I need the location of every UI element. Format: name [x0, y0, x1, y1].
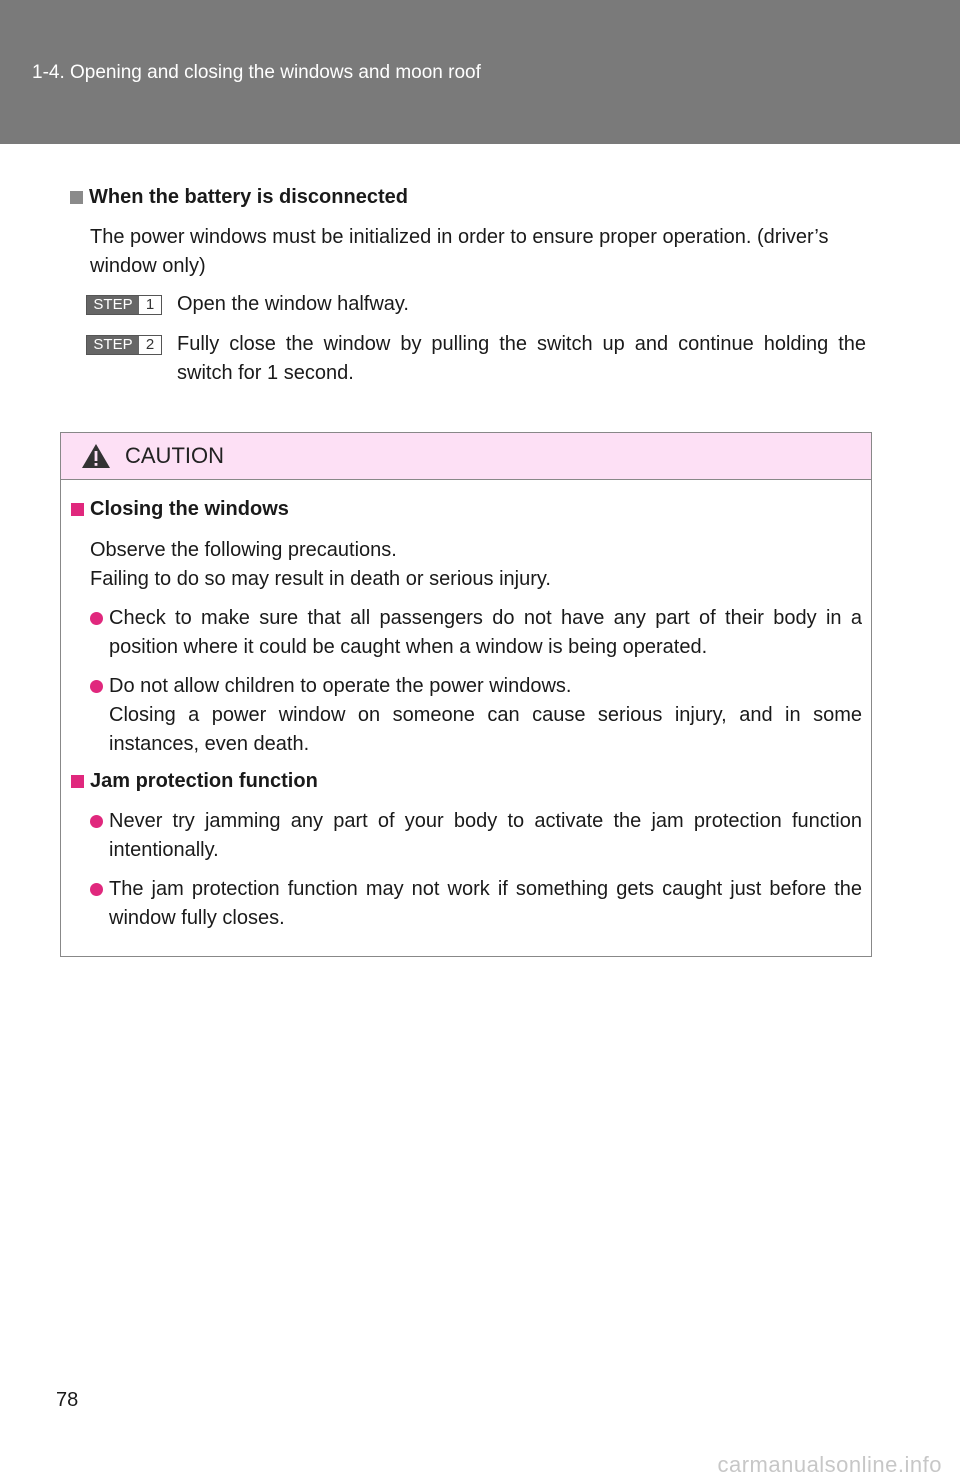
caution-header: [61, 433, 871, 480]
closing-line-2: Failing to do so may result in death or serious injury.: [90, 568, 551, 590]
step-badge: STEP 2: [86, 335, 162, 355]
jam-protection-title: Jam protection function: [71, 770, 318, 793]
jam-bullet-1: Never try jamming any part of your body to activate the jam protection function intentionally.: [90, 807, 862, 865]
closing-bullet-2: Do not allow children to operate the power windows. Closing a power window on someone can cause serious injury, and in some instances, even death.: [90, 672, 862, 759]
step-badge: STEP 1: [86, 295, 162, 315]
step-2: [86, 330, 866, 388]
step-text: Fully close the window by pulling the switch up and continue holding the switch for 1 second.: [177, 333, 866, 384]
bullet-dot-icon: [90, 680, 103, 693]
square-bullet-icon: [71, 775, 84, 788]
watermark: carmanualsonline.info: [717, 1452, 942, 1477]
square-bullet-icon: [71, 503, 84, 516]
closing-bullet-1: Check to make sure that all passengers do not have any part of their body in a position where it could be caught when a window is being operated.: [90, 604, 862, 662]
bullet-dot-icon: [90, 612, 103, 625]
closing-windows-title: Closing the windows: [71, 498, 289, 521]
page-number: 78: [56, 1389, 79, 1411]
square-bullet-icon: [70, 191, 83, 204]
caution-box: [60, 432, 872, 957]
caution-heading: CAUTION: [125, 443, 224, 468]
battery-section-title: When the battery is disconnected: [70, 186, 408, 209]
section-title: 1-4. Opening and closing the windows and moon roof: [32, 62, 481, 83]
bullet-dot-icon: [90, 883, 103, 896]
closing-line-1: Observe the following precautions.: [90, 539, 397, 561]
warning-triangle-icon: [81, 443, 111, 469]
bullet-dot-icon: [90, 815, 103, 828]
battery-intro: The power windows must be initialized in order to ensure proper operation. (driver’s window only): [90, 226, 829, 277]
step-1: [86, 290, 866, 319]
jam-bullet-2: The jam protection function may not work if something gets caught just before the window fully closes.: [90, 875, 862, 933]
closing-bullet-2-extra: Closing a power window on someone can cause serious injury, and in some instances, even death.: [109, 704, 862, 755]
step-text: Open the window halfway.: [177, 293, 409, 315]
page-header: [0, 0, 960, 144]
